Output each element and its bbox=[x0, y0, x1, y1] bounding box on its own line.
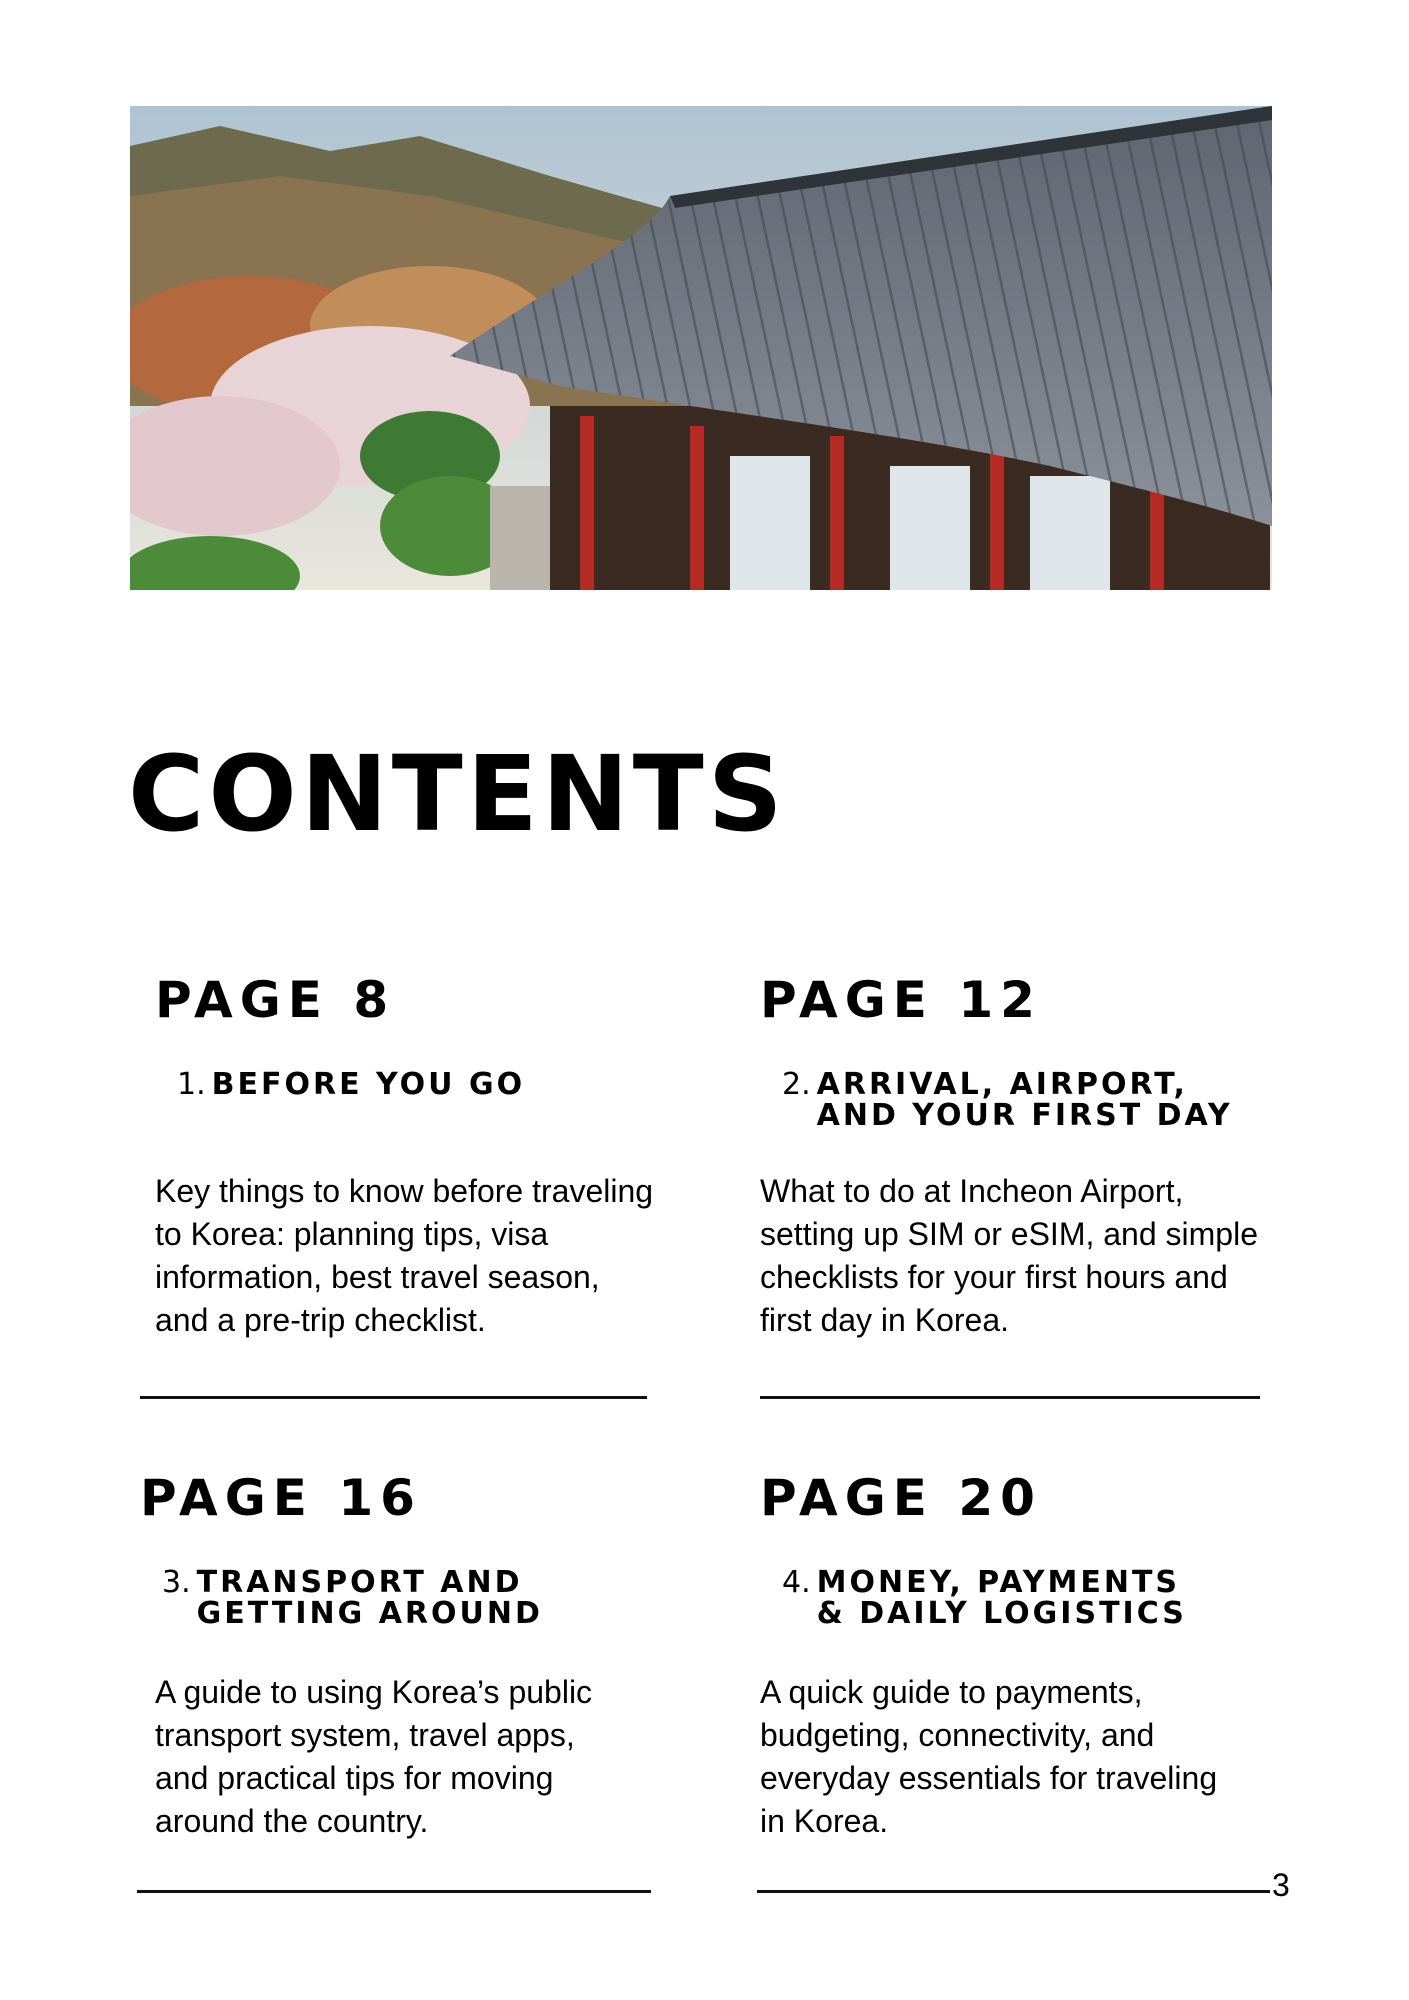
divider-line bbox=[137, 1890, 651, 1893]
contents-entry-4 bbox=[760, 1469, 1300, 1843]
divider-line bbox=[760, 1396, 1260, 1399]
page-number: 3 bbox=[1272, 1867, 1290, 1903]
page-label: PAGE 12 bbox=[760, 971, 1042, 1029]
section-description: Key things to know before traveling to Korea: planning tips, visa information, best travel season, and a pre-trip checklist. bbox=[155, 1173, 654, 1338]
section-number: 1. bbox=[177, 1067, 206, 1102]
section-name: ARRIVAL, AIRPORT, AND YOUR FIRST DAY bbox=[816, 1067, 1233, 1133]
temple-landscape-photo bbox=[130, 106, 1272, 590]
section-title bbox=[155, 1069, 695, 1100]
section-name: BEFORE YOU GO bbox=[211, 1067, 526, 1102]
section-name: TRANSPORT AND GETTING AROUND bbox=[196, 1565, 543, 1631]
section-description: A quick guide to payments, budgeting, connectivity, and everyday essentials for traveling in Korea. bbox=[760, 1674, 1218, 1839]
section-number: 2. bbox=[782, 1067, 811, 1102]
section-number: 4. bbox=[782, 1565, 811, 1600]
contents-entry-1 bbox=[155, 971, 695, 1342]
section-title bbox=[760, 1069, 1300, 1131]
page-label: PAGE 8 bbox=[155, 971, 396, 1029]
divider-line bbox=[757, 1890, 1270, 1893]
contents-title: CONTENTS bbox=[128, 733, 787, 855]
divider-line bbox=[140, 1396, 647, 1399]
contents-entry-2 bbox=[760, 971, 1300, 1342]
section-title bbox=[760, 1567, 1300, 1629]
section-title bbox=[140, 1567, 680, 1629]
page-label: PAGE 16 bbox=[140, 1469, 422, 1527]
section-number: 3. bbox=[162, 1565, 191, 1600]
hero-image bbox=[130, 106, 1272, 590]
section-name: MONEY, PAYMENTS & DAILY LOGISTICS bbox=[816, 1565, 1187, 1631]
contents-entry-3 bbox=[140, 1469, 680, 1843]
section-description: A guide to using Korea’s public transport system, travel apps, and practical tips for moving around the country. bbox=[155, 1674, 593, 1839]
page-label: PAGE 20 bbox=[760, 1469, 1042, 1527]
section-description: What to do at Incheon Airport, setting up SIM or eSIM, and simple checklists for your first hours and first day in Korea. bbox=[760, 1173, 1258, 1338]
